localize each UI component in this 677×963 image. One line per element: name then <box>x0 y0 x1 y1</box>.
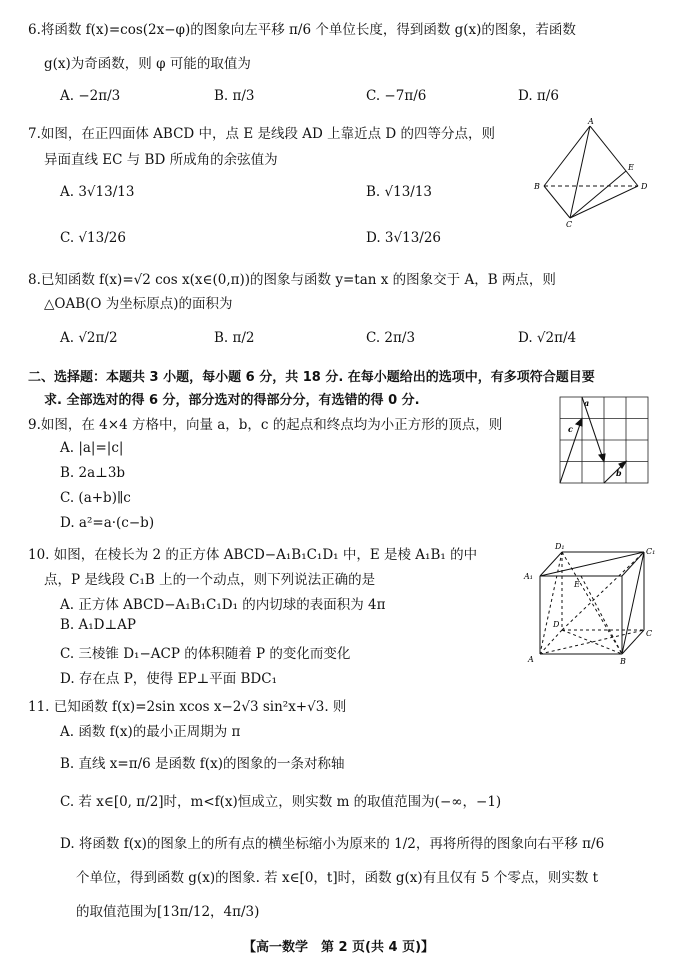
q6-stem-line2: g(x)为奇函数，则 φ 可能的取值为 <box>44 56 251 72</box>
q7-option-b: B. √13/13 <box>366 184 433 200</box>
fig9-label-b: b <box>616 468 622 478</box>
q10-stem-line2: 点，P 是线段 C₁B 上的一个动点，则下列说法正确的是 <box>44 572 376 588</box>
grid-vector-figure <box>559 396 651 484</box>
q10-option-b: B. A₁D⊥AP <box>60 617 137 633</box>
q11-option-d-line2: 个单位，得到函数 g(x)的图象. 若 x∈[0，t]时，函数 g(x)有且仅有 5 个零点，则实数 t <box>76 870 599 886</box>
fig7-label-b: B <box>534 182 540 191</box>
q6-option-a: A. −2π/3 <box>60 88 121 104</box>
q9-option-b: B. 2a⊥3b <box>60 465 126 481</box>
fig10-label-b: B <box>620 657 626 666</box>
page-footer: 【高一数学 第 2 页(共 4 页)】 <box>242 940 435 955</box>
q7-option-a: A. 3√13/13 <box>60 184 135 200</box>
q8-option-d: D. √2π/4 <box>518 330 577 346</box>
q9-option-a: A. |a|=|c| <box>60 440 124 456</box>
fig7-label-a: A <box>588 117 594 126</box>
q11-option-c: C. 若 x∈[0, π/2]时，m<f(x)恒成立，则实数 m 的取值范围为(−∞，−1) <box>60 794 502 810</box>
tetrahedron-figure <box>530 118 655 228</box>
q11-option-d-line1: D. 将函数 f(x)的图象上的所有点的横坐标缩小为原来的 1/2，再将所得的图象向右平移 π/6 <box>60 836 605 852</box>
fig10-label-a1: A₁ <box>524 572 533 581</box>
section2-heading-line1: 二、选择题：本题共 3 小题，每小题 6 分，共 18 分. 在每小题给出的选项中，有多项符合题目要 <box>28 370 595 385</box>
q7-option-c: C. √13/26 <box>60 230 126 246</box>
q7-stem-line1: 7.如图，在正四面体 ABCD 中，点 E 是线段 AD 上靠近点 D 的四等分点，则 <box>28 126 496 142</box>
q7-option-d: D. 3√13/26 <box>366 230 442 246</box>
q9-option-d: D. a²=a·(c−b) <box>60 515 155 531</box>
fig7-label-c: C <box>566 220 573 229</box>
q10-option-a: A. 正方体 ABCD−A₁B₁C₁D₁ 的内切球的表面积为 4π <box>60 597 386 613</box>
q6-option-d: D. π/6 <box>518 88 559 104</box>
fig10-label-c1: C₁ <box>646 547 656 556</box>
q11-option-a: A. 函数 f(x)的最小正周期为 π <box>60 724 241 740</box>
fig10-label-a: A <box>528 655 534 664</box>
fig10-label-d1: D₁ <box>555 542 565 551</box>
fig9-label-c: c <box>568 424 573 434</box>
q9-option-c: C. (a+b)∥c <box>60 490 131 506</box>
q9-stem: 9.如图，在 4×4 方格中，向量 a，b，c 的起点和终点均为小正方形的顶点，则 <box>28 417 503 433</box>
q10-stem-line1: 10. 如图，在棱长为 2 的正方体 ABCD−A₁B₁C₁D₁ 中，E 是棱 A₁B₁ 的中 <box>28 547 478 563</box>
q8-option-b: B. π/2 <box>214 330 255 346</box>
q11-stem: 11. 已知函数 f(x)=2sin xcos x−2√3 sin²x+√3. 则 <box>28 699 347 715</box>
q8-option-a: A. √2π/2 <box>60 330 118 346</box>
cube-figure <box>522 540 657 665</box>
fig9-label-a: a <box>584 398 590 408</box>
section2-heading-line2: 求. 全部选对的得 6 分，部分选对的得部分分，有选错的得 0 分. <box>44 393 420 408</box>
fig10-label-c: C <box>646 629 653 638</box>
q8-stem-line1: 8.已知函数 f(x)=√2 cos x(x∈(0,π))的图象与函数 y=tan x 的图象交于 A，B 两点，则 <box>28 272 556 288</box>
fig7-label-d: D <box>641 182 648 191</box>
fig10-label-e: E <box>574 580 580 589</box>
q8-option-c: C. 2π/3 <box>366 330 416 346</box>
q7-stem-line2: 异面直线 EC 与 BD 所成角的余弦值为 <box>44 152 278 168</box>
q11-option-d-line3: 的取值范围为[13π/12，4π/3) <box>76 904 260 920</box>
fig7-label-e: E <box>628 163 634 172</box>
fig10-label-d: D <box>553 620 560 629</box>
q6-option-b: B. π/3 <box>214 88 255 104</box>
q6-stem-line1: 6.将函数 f(x)=cos(2x−φ)的图象向左平移 π/6 个单位长度，得到函数 g(x)的图象，若函数 <box>28 22 576 38</box>
q11-option-b: B. 直线 x=π/6 是函数 f(x)的图象的一条对称轴 <box>60 756 345 772</box>
q8-stem-line2: △OAB(O 为坐标原点)的面积为 <box>44 296 233 312</box>
q10-option-d: D. 存在点 P，使得 EP⊥平面 BDC₁ <box>60 671 278 687</box>
q10-option-c: C. 三棱锥 D₁−ACP 的体积随着 P 的变化而变化 <box>60 646 351 662</box>
q6-option-c: C. −7π/6 <box>366 88 427 104</box>
